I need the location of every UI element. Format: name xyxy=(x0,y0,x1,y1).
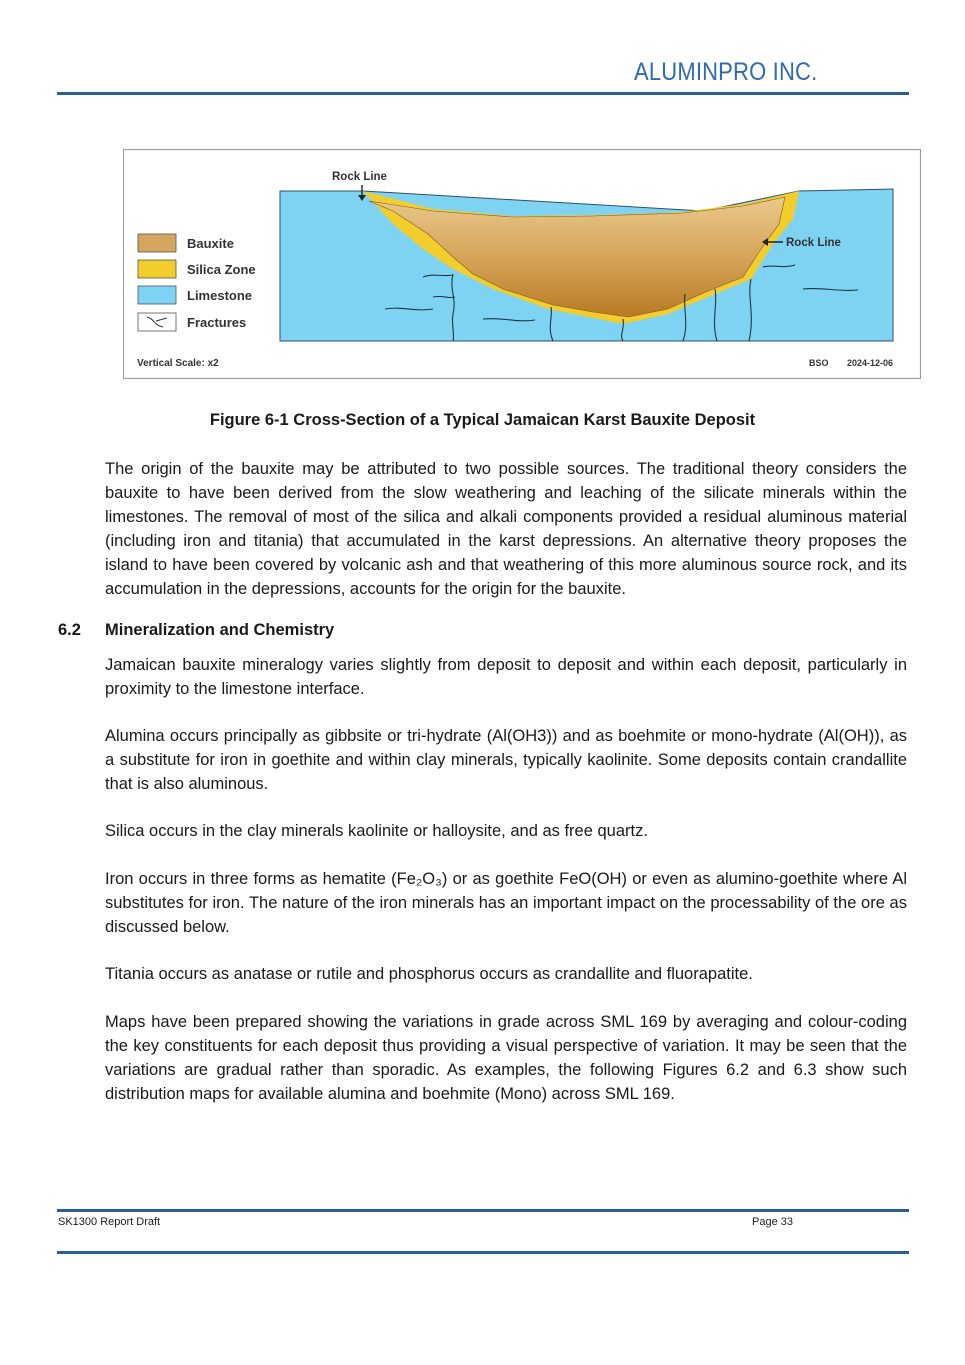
company-name: ALUMINPRO INC. xyxy=(633,58,817,86)
paragraph-mineralogy: Jamaican bauxite mineralogy varies slightly from deposit to deposit and within each deposit, particularly in proximity to the limestone interface. xyxy=(105,656,907,698)
rock-line-label-top: Rock Line xyxy=(332,171,387,183)
legend-swatch-fractures xyxy=(138,313,176,331)
footer-page-number: Page 33 xyxy=(752,1216,793,1228)
section-number: 6.2 xyxy=(58,621,81,639)
cross-section-figure xyxy=(123,149,921,379)
paragraph-silica: Silica occurs in the clay minerals kaolinite or halloysite, and as free quartz. xyxy=(105,822,648,840)
paragraph-maps: Maps have been prepared showing the variations in grade across SML 169 by averaging and colour-coding the key constituents for each deposit thus providing a visual perspective of variation. It may be seen that the variations are gradual rather than sporadic. As examples, the following Figures 6.2 and 6.3 show such distribution maps for available alumina and boehmite (Mono) across SML 169. xyxy=(105,1013,907,1103)
figure-date: 2024-12-06 xyxy=(847,358,894,368)
legend-label-silica: Silica Zone xyxy=(187,262,256,277)
figure-caption: Figure 6-1 Cross-Section of a Typical Jamaican Karst Bauxite Deposit xyxy=(209,411,756,429)
footer-divider-top xyxy=(57,1209,909,1212)
section-title: Mineralization and Chemistry xyxy=(105,621,335,639)
paragraph-origin: The origin of the bauxite may be attributed to two possible sources. The traditional theory considers the bauxite to have been derived from the slow weathering and leaching of the silicate minerals within the limestones. The removal of most of the silica and alkali components provided a residual aluminous material (including iron and titania) that accumulated in the karst depressions. An alternative theory proposes the island to have been covered by volcanic ash and that weathering of this more aluminous source rock, and its accumulation in the depressions, accounts for the origin for the bauxite. xyxy=(105,460,907,598)
legend-label-limestone: Limestone xyxy=(187,288,253,303)
legend-swatch-silica xyxy=(138,260,176,278)
vertical-scale-note: Vertical Scale: x2 xyxy=(137,358,219,369)
figure-author: BSO xyxy=(809,358,829,368)
paragraph-alumina: Alumina occurs principally as gibbsite or tri-hydrate (Al(OH3)) and as boehmite or mono-hydrate (Al(OH)), as a substitute for iron in goethite and within clay minerals, typically kaolinite. Some deposits contain crandallite that is also aluminous. xyxy=(105,727,907,793)
rock-line-label-right: Rock Line xyxy=(786,237,841,249)
paragraph-iron: Iron occurs in three forms as hematite (Fe₂O₃) or as goethite FeO(OH) or even as alumino-goethite where Al substitutes for iron. The nature of the iron minerals has an important impact on the processability of the ore as discussed below. xyxy=(105,870,907,936)
legend-swatch-limestone xyxy=(138,286,176,304)
footer-divider-bottom xyxy=(57,1251,909,1254)
legend-label-bauxite: Bauxite xyxy=(187,236,234,251)
header-divider xyxy=(57,92,909,95)
legend-label-fractures: Fractures xyxy=(187,315,247,330)
paragraph-titania: Titania occurs as anatase or rutile and phosphorus occurs as crandallite and fluorapatite. xyxy=(105,965,753,983)
legend-swatch-bauxite xyxy=(138,234,176,252)
footer-report-name: SK1300 Report Draft xyxy=(58,1216,161,1228)
